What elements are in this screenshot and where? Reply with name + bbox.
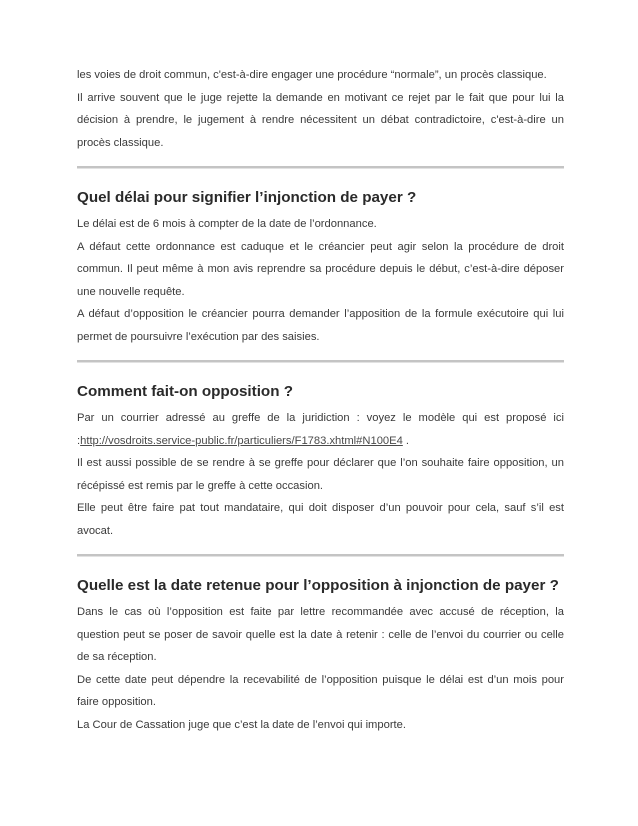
date-paragraph-1: Dans le cas où l’opposition est faite par lettre recommandée avec accusé de réception, la question peut se poser de savoir quelle est la date à retenir : celle de l’envoi du courrier ou celle de sa réception.: [77, 606, 564, 663]
date-paragraph-2: De cette date peut dépendre la recevabilité de l’opposition puisque le délai est d’un mois pour faire opposition.: [77, 673, 564, 708]
opposition-paragraph-2: Il est aussi possible de se rendre à se greffe pour déclarer que l’on souhaite faire opposition, un récépissé est remis par le greffe à cette occasion.: [77, 457, 564, 492]
document-content: [77, 64, 564, 736]
opposition-paragraph-3: Elle peut être faire pat tout mandataire, qui doit disposer d’un pouvoir pour cela, sauf s’il est avocat.: [77, 502, 564, 537]
delai-paragraph-3: A défaut d’opposition le créancier pourra demander l’apposition de la formule exécutoire qui lui permet de poursuivre l’exécution par des saisies.: [77, 308, 564, 343]
intro-paragraph-1: les voies de droit commun, c'est-à-dire engager une procédure “normale”, un procès classique.: [77, 69, 547, 81]
section-heading-date: Quelle est la date retenue pour l’opposition à injonction de payer ?: [77, 577, 559, 594]
delai-paragraph-2: A défaut cette ordonnance est caduque et le créancier peut agir selon la procédure de droit commun. Il peut même à mon avis reprendre sa procédure depuis le début, c’est-à-dire déposer une nouvelle requête.: [77, 240, 564, 298]
opposition-paragraph-1: [77, 407, 564, 452]
section-divider: [77, 360, 564, 363]
date-paragraph-3: La Cour de Cassation juge que c’est la date de l’envoi qui importe.: [77, 718, 406, 731]
delai-paragraph-1: Le délai est de 6 mois à compter de la date de l’ordonnance.: [77, 218, 377, 230]
section-heading-delai: Quel délai pour signifier l’injonction de payer ?: [77, 189, 417, 206]
service-public-link[interactable]: http://vosdroits.service-public.fr/particuliers/F1783.xhtml#N100E4: [80, 434, 403, 447]
intro-paragraph-2: Il arrive souvent que le juge rejette la demande en motivant ce rejet par le fait que pour lui la décision à prendre, le jugement à rendre nécessitent un débat contradictoire, c'est-à-dire un procès classique.: [77, 91, 564, 149]
section-divider: [77, 554, 564, 557]
opposition-paragraph-1-end: .: [402, 434, 410, 447]
section-divider: [77, 166, 564, 169]
opposition-paragraph-1-text: Par un courrier adressé au greffe de la juridiction : voyez le modèle qui est proposé ici :: [77, 412, 564, 447]
section-heading-opposition: Comment fait-on opposition ?: [77, 383, 293, 400]
